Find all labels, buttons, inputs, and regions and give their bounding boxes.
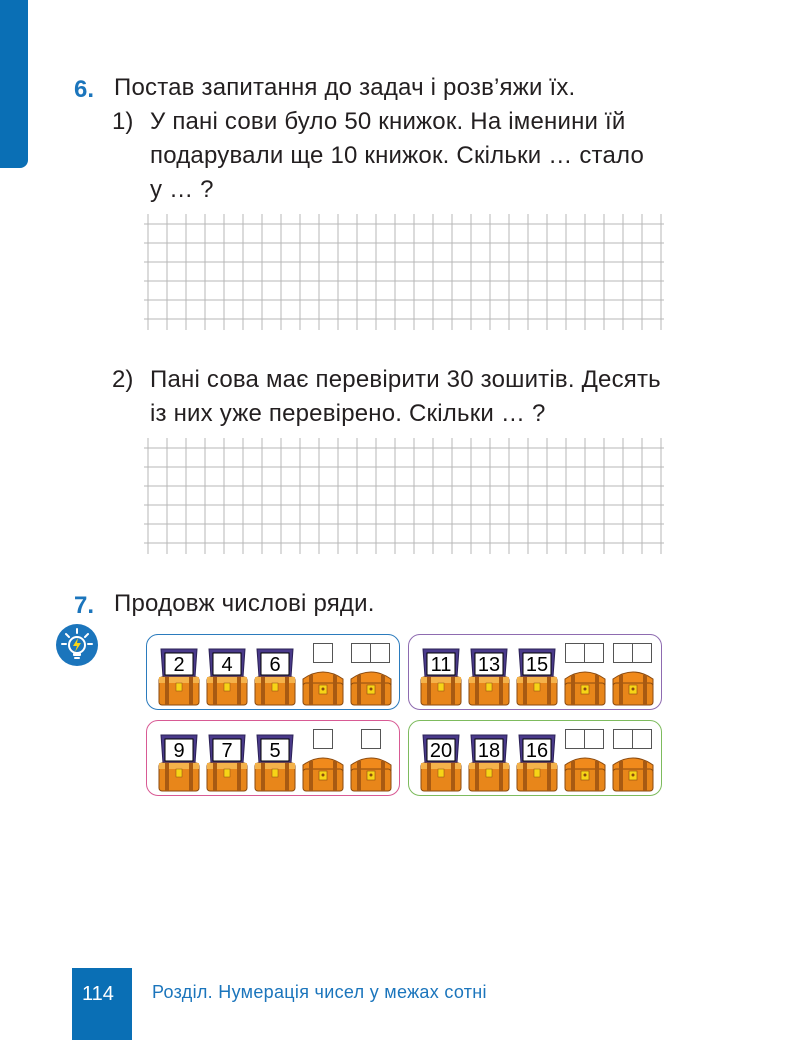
problem-1-line-3: у … ? (150, 176, 214, 203)
svg-text:16: 16 (525, 740, 549, 762)
task-7-instruction: Продовж числові ряди. (114, 590, 375, 617)
chest-with-number (467, 647, 511, 712)
chest-with-number (467, 733, 511, 798)
chest-with-number (157, 733, 201, 798)
side-tab (0, 0, 28, 168)
svg-text:18: 18 (477, 740, 501, 762)
series-group (408, 634, 662, 710)
answer-cell[interactable] (613, 729, 633, 749)
answer-cell[interactable] (313, 643, 333, 663)
problem-2-line-2: із них уже перевірено. Скільки … ? (150, 400, 546, 427)
svg-text:6: 6 (269, 654, 281, 676)
chest-with-number (515, 647, 559, 712)
answer-cell[interactable] (565, 729, 585, 749)
answer-cell[interactable] (632, 643, 652, 663)
svg-text:11: 11 (430, 654, 452, 676)
answer-grid-2[interactable] (144, 438, 664, 554)
section-title: Розділ. Нумерація чисел у межах сотні (152, 982, 487, 1002)
answer-cells[interactable] (613, 729, 652, 749)
chest-with-number (419, 733, 463, 798)
chest-closed-icon (301, 663, 345, 712)
svg-text:15: 15 (525, 654, 549, 676)
answer-cell[interactable] (313, 729, 333, 749)
svg-text:9: 9 (173, 740, 185, 762)
problem-1-number: 1) (112, 108, 134, 135)
answer-cell[interactable] (632, 729, 652, 749)
chest-closed-icon (349, 749, 393, 798)
answer-cell[interactable] (351, 643, 371, 663)
answer-cells[interactable] (361, 729, 381, 749)
answer-cells[interactable] (313, 643, 333, 663)
answer-grid-1[interactable] (144, 214, 664, 330)
answer-cells[interactable] (565, 643, 604, 663)
chest-closed-icon (349, 663, 393, 712)
svg-text:20: 20 (429, 740, 453, 762)
answer-cells[interactable] (613, 643, 652, 663)
chest-closed-icon (301, 749, 345, 798)
answer-cells[interactable] (565, 729, 604, 749)
answer-cell[interactable] (613, 643, 633, 663)
series-group (146, 634, 400, 710)
problem-1-line-1: У пані сови було 50 книжок. На іменини їй (150, 108, 626, 135)
answer-cell[interactable] (584, 643, 604, 663)
problem-2-line-1: Пані сова має перевірити 30 зошитів. Десять (150, 366, 661, 393)
problem-1-line-2: подарували ще 10 книжок. Скільки … стало (150, 142, 645, 169)
lightbulb-icon (56, 624, 98, 666)
chest-with-number (419, 647, 463, 712)
chest-with-number (253, 733, 297, 798)
task-7-number: 7. (74, 592, 95, 619)
task-6-number: 6. (74, 76, 95, 103)
svg-text:5: 5 (269, 740, 281, 762)
svg-text:2: 2 (173, 654, 185, 676)
chest-closed-icon (611, 663, 655, 712)
answer-cell[interactable] (565, 643, 585, 663)
answer-cell[interactable] (370, 643, 390, 663)
series-group (408, 720, 662, 796)
page-number: 114 (82, 983, 114, 1005)
chest-closed-icon (611, 749, 655, 798)
chest-with-number (515, 733, 559, 798)
chest-closed-icon (563, 663, 607, 712)
svg-text:13: 13 (477, 654, 501, 676)
problem-2-number: 2) (112, 366, 134, 393)
svg-text:4: 4 (221, 654, 233, 676)
task-6-instruction: Постав запитання до задач і розв’яжи їх. (114, 74, 576, 101)
chest-closed-icon (563, 749, 607, 798)
svg-text:7: 7 (221, 740, 233, 762)
answer-cell[interactable] (584, 729, 604, 749)
series-group (146, 720, 400, 796)
answer-cells[interactable] (351, 643, 390, 663)
answer-cell[interactable] (361, 729, 381, 749)
chest-with-number (205, 647, 249, 712)
chest-with-number (253, 647, 297, 712)
chest-with-number (157, 647, 201, 712)
answer-cells[interactable] (313, 729, 333, 749)
chest-with-number (205, 733, 249, 798)
